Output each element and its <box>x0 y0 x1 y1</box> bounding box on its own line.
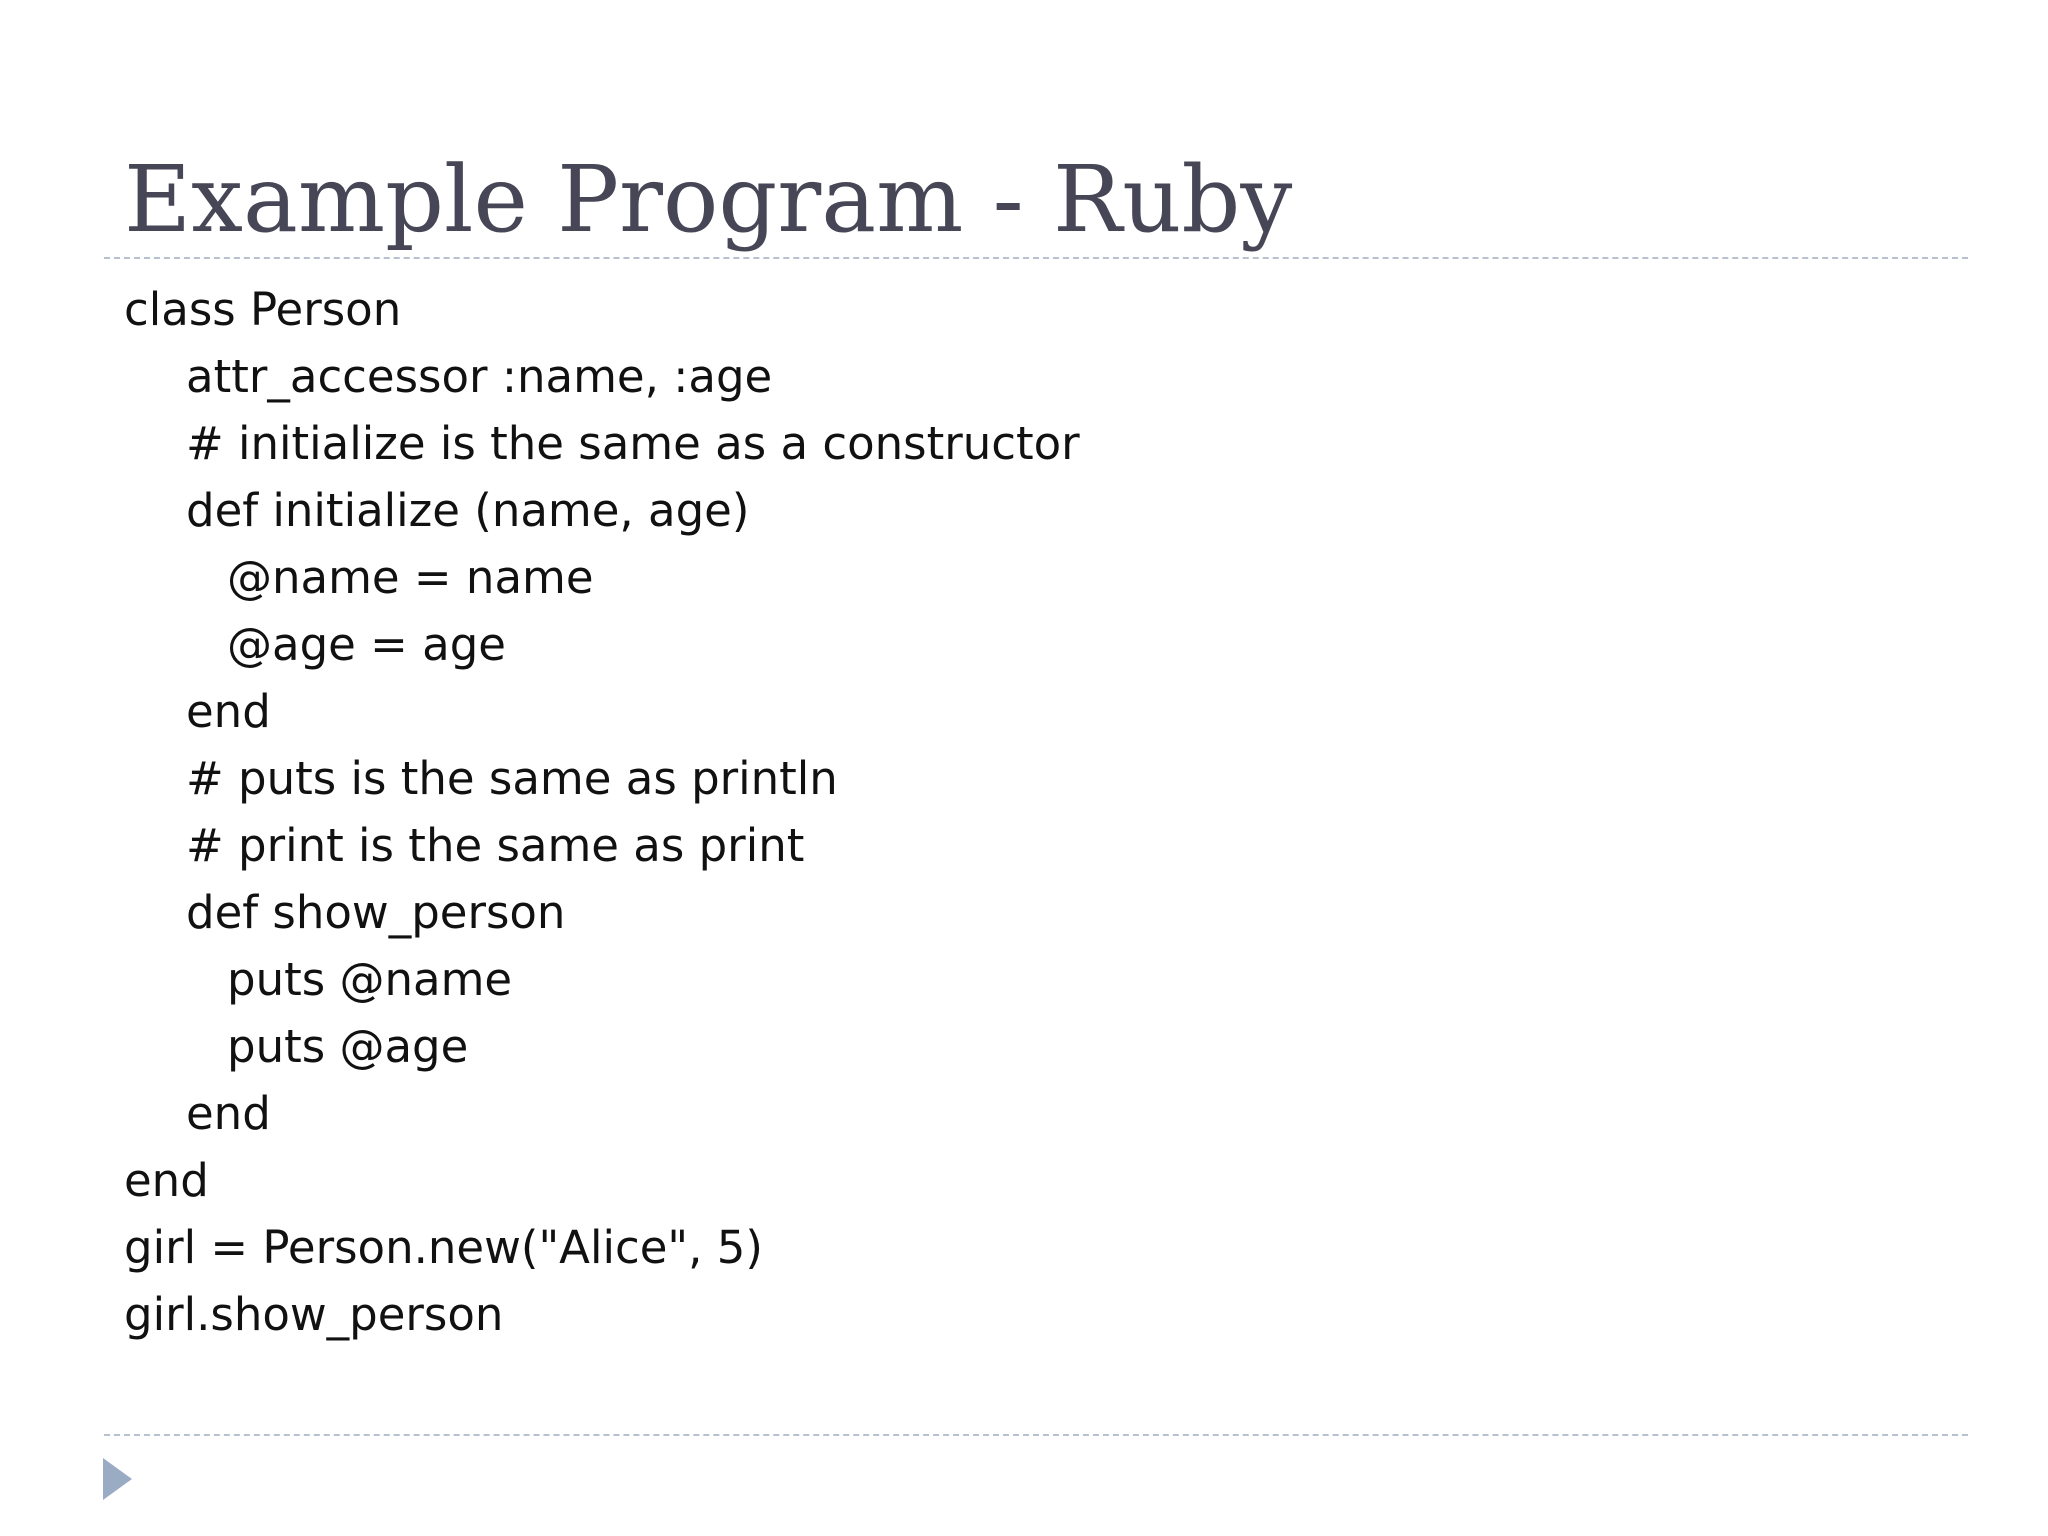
code-line <box>124 1147 1080 1214</box>
code-line-text: def show_person <box>186 886 566 939</box>
code-block <box>124 276 1080 1348</box>
code-line <box>124 1214 1080 1281</box>
footer-divider <box>104 1434 1968 1436</box>
code-line <box>124 879 1080 946</box>
title-divider <box>104 257 1968 259</box>
slide-title: Example Program - Ruby <box>124 146 1293 253</box>
code-line-text: end <box>124 1154 209 1207</box>
code-line-text: puts @age <box>227 1020 469 1073</box>
code-line-text: @name = name <box>227 551 594 604</box>
code-line-text: attr_accessor :name, :age <box>186 350 773 403</box>
code-line-text: girl = Person.new("Alice", 5) <box>124 1221 763 1274</box>
code-line-text: # print is the same as print <box>186 819 805 872</box>
code-line-text: @age = age <box>227 618 506 671</box>
code-line-text: girl.show_person <box>124 1288 504 1341</box>
code-line <box>124 343 1080 410</box>
code-line-text: puts @name <box>227 953 513 1006</box>
code-line <box>124 1080 1080 1147</box>
code-line-text: # puts is the same as println <box>186 752 838 805</box>
code-line <box>124 611 1080 678</box>
code-line-text: end <box>186 685 271 738</box>
code-line <box>124 745 1080 812</box>
code-line <box>124 946 1080 1013</box>
code-line <box>124 1013 1080 1080</box>
code-line <box>124 678 1080 745</box>
code-line <box>124 544 1080 611</box>
code-line <box>124 812 1080 879</box>
code-line-text: end <box>186 1087 271 1140</box>
code-line <box>124 477 1080 544</box>
code-line <box>124 276 1080 343</box>
code-line <box>124 410 1080 477</box>
code-line-text: def initialize (name, age) <box>186 484 750 537</box>
code-line <box>124 1281 1080 1348</box>
play-triangle-icon <box>103 1458 132 1500</box>
code-line-text: # initialize is the same as a constructor <box>186 417 1080 470</box>
code-line-text: class Person <box>124 283 402 336</box>
